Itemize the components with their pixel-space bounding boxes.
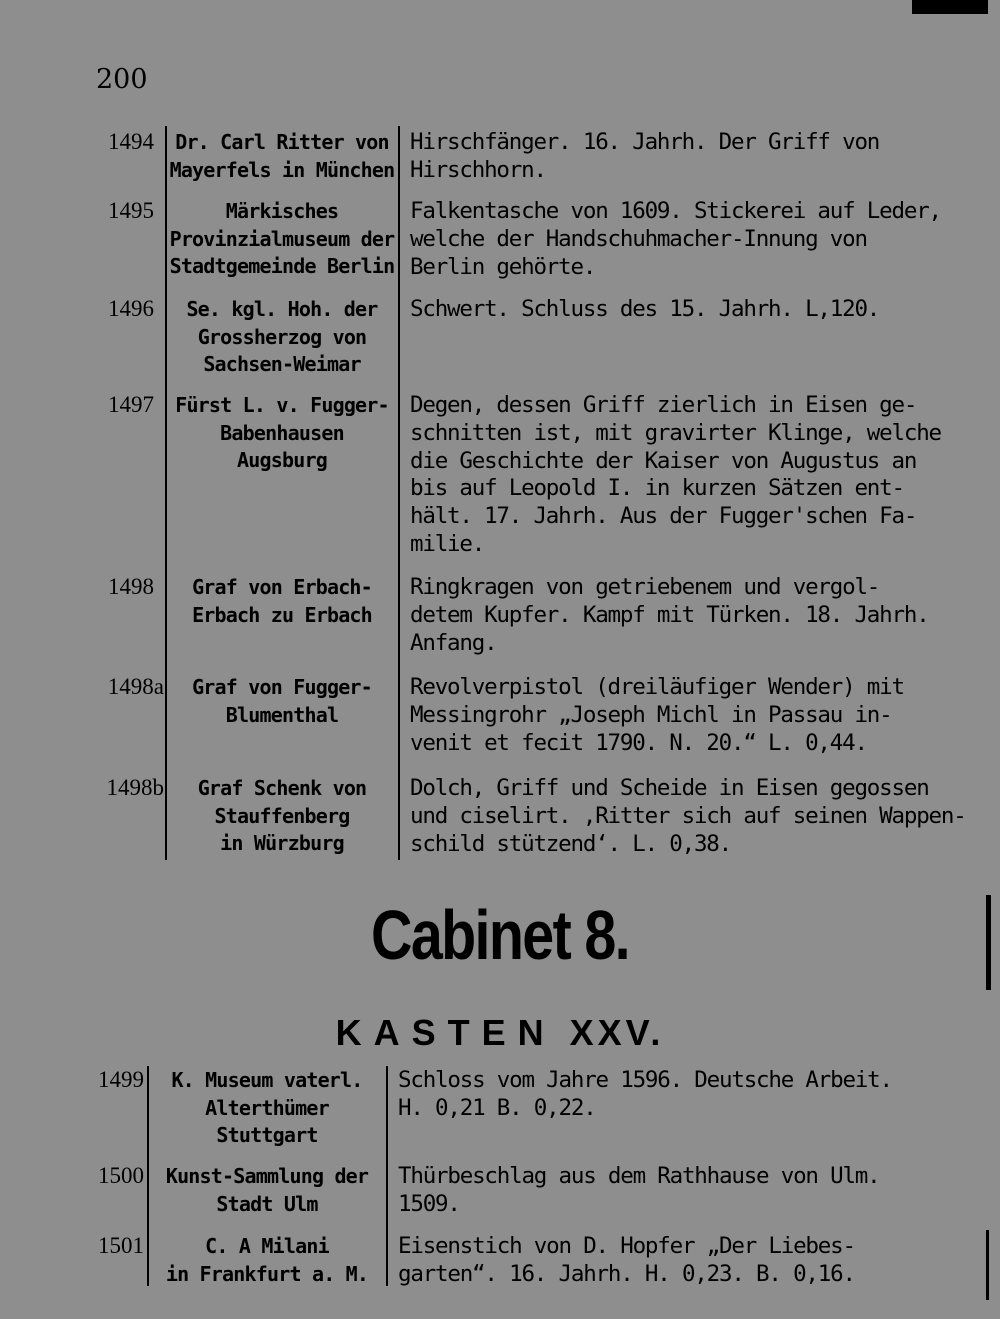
entry-description: Dolch, Griff und Scheide in Eisen gegossen und ciselirt. ‚Ritter sich auf seinen Wappen- schild stützend‘. L. 0,38. — [410, 775, 966, 857]
entry-number: 1495 — [108, 198, 154, 223]
entry-number: 1498b — [106, 775, 164, 800]
entry-number: 1499 — [98, 1067, 144, 1092]
entry-owner: Graf von Erbach- Erbach zu Erbach — [192, 575, 372, 627]
entry-owner: Fürst L. v. Fugger- Babenhausen Augsburg — [175, 393, 389, 472]
entry-number: 1494 — [108, 129, 154, 154]
entry-description: Schloss vom Jahre 1596. Deutsche Arbeit. H. 0,21 B. 0,22. — [398, 1067, 892, 1121]
entry-description: Ringkragen von getriebenem und vergol- detem Kupfer. Kampf mit Türken. 18. Jahrh. Anfang. — [410, 574, 929, 656]
scan-edge-mark — [912, 0, 988, 14]
column-rule-left — [165, 126, 167, 860]
kasten-label: KASTEN — [335, 1012, 556, 1053]
entry-description: Falkentasche von 1609. Stickerei auf Leder, welche der Handschuhmacher-Innung von Berlin gehörte. — [410, 198, 941, 280]
column-rule-left — [147, 1066, 149, 1286]
entry-owner: K. Museum vaterl. Alterthümer Stuttgart — [171, 1068, 363, 1147]
column-rule-right — [398, 126, 400, 860]
entry-description: Revolverpistol (dreiläufiger Wender) mit Messingrohr „Joseph Michl in Passau in- venit et fecit 1790. N. 20.“ L. 0,44. — [410, 674, 904, 756]
entry-number: 1501 — [98, 1233, 144, 1258]
entry-owner: C. A Milani in Frankfurt a. M. — [165, 1234, 369, 1286]
entry-number: 1497 — [108, 392, 154, 417]
entry-description: Eisenstich von D. Hopfer „Der Liebes- garten“. 16. Jahrh. H. 0,23. B. 0,16. — [398, 1233, 855, 1287]
entry-description: Hirschfänger. 16. Jahrh. Der Griff von Hirschhorn. — [410, 129, 880, 183]
kasten-heading — [0, 1012, 1000, 1054]
scan-edge-mark — [986, 1230, 989, 1300]
entry-owner: Graf Schenk von Stauffenberg in Würzburg — [197, 776, 367, 855]
page-number: 200 — [96, 64, 148, 95]
scan-edge-mark — [986, 895, 991, 990]
entry-description: Schwert. Schluss des 15. Jahrh. L,120. — [410, 296, 880, 322]
entry-number: 1498 — [108, 574, 154, 599]
entry-owner: Dr. Carl Ritter von Mayerfels in München — [169, 130, 395, 182]
entry-owner: Kunst-Sammlung der Stadt Ulm — [165, 1164, 369, 1216]
entry-owner: Graf von Fugger- Blumenthal — [192, 675, 372, 727]
entry-description: Degen, dessen Griff zierlich in Eisen ge- schnitten ist, mit gravirter Klinge, welche die Geschichte der Kaiser von Augustus an bis auf Leopold I. in kurzen Sätzen ent- hält. 17. Jahrh. Aus der Fugger'schen Fa- milie. — [410, 392, 941, 557]
entry-number: 1496 — [108, 296, 154, 321]
cabinet-heading: Cabinet 8. — [371, 896, 629, 974]
kasten-numeral: XXV. — [569, 1012, 665, 1053]
entry-number: 1498a — [107, 674, 164, 699]
entry-description: Thürbeschlag aus dem Rathhause von Ulm. 1509. — [398, 1163, 880, 1217]
entry-number: 1500 — [98, 1163, 144, 1188]
entry-owner: Märkisches Provinzialmuseum der Stadtgemeinde Berlin — [169, 199, 395, 278]
entry-owner: Se. kgl. Hoh. der Grossherzog von Sachsen-Weimar — [186, 297, 378, 376]
column-rule-right — [386, 1066, 388, 1286]
